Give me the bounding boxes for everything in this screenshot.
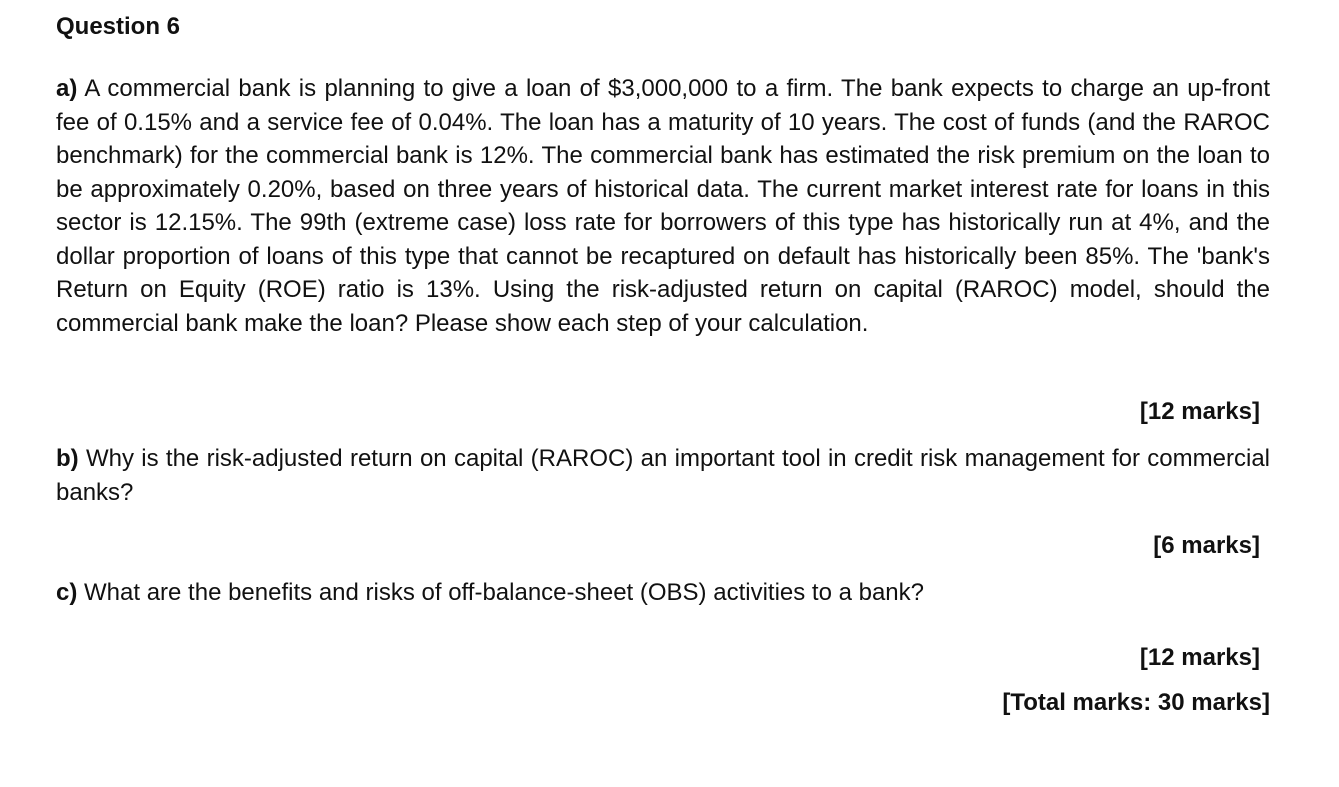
- part-a-paragraph: [56, 72, 1270, 340]
- part-b-label: b): [56, 445, 79, 472]
- part-c-paragraph: [56, 576, 1270, 610]
- part-a-text: A commercial bank is planning to give a loan of $3,000,000 to a firm. The bank expects to charge an up-front fee of 0.15% and a service fee of 0.04%. The loan has a maturity of 10 years. The cost of funds (and the RAROC benchmark) for the commercial bank is 12%. The commercial bank has estimated the risk premium on the loan to be approximately 0.20%, based on three years of historical data. The current market interest rate for loans in this sector is 12.15%. The 99th (extreme case) loss rate for borrowers of this type has historically run at 4%, and the dollar proportion of loans of this type that cannot be recaptured on default has historically been 85%. The 'bank's Return on Equity (ROE) ratio is 13%. Using the risk-adjusted return on capital (RAROC) model, should the commercial bank make the loan? Please show each step of your calculation.: [56, 75, 1270, 337]
- part-c-label: c): [56, 579, 78, 606]
- part-a-label: a): [56, 75, 78, 102]
- total-marks: [Total marks: 30 marks]: [1002, 689, 1270, 716]
- part-b-text: Why is the risk-adjusted return on capital (RAROC) an important tool in credit risk management for commercial banks?: [56, 445, 1270, 506]
- part-b-marks: [6 marks]: [1153, 532, 1260, 559]
- question-title: Question 6: [56, 13, 181, 40]
- part-a-marks: [12 marks]: [1139, 398, 1260, 425]
- part-c-marks: [12 marks]: [1139, 644, 1260, 671]
- part-b-paragraph: [56, 442, 1270, 509]
- part-c-text: What are the benefits and risks of off-balance-sheet (OBS) activities to a bank?: [84, 579, 925, 606]
